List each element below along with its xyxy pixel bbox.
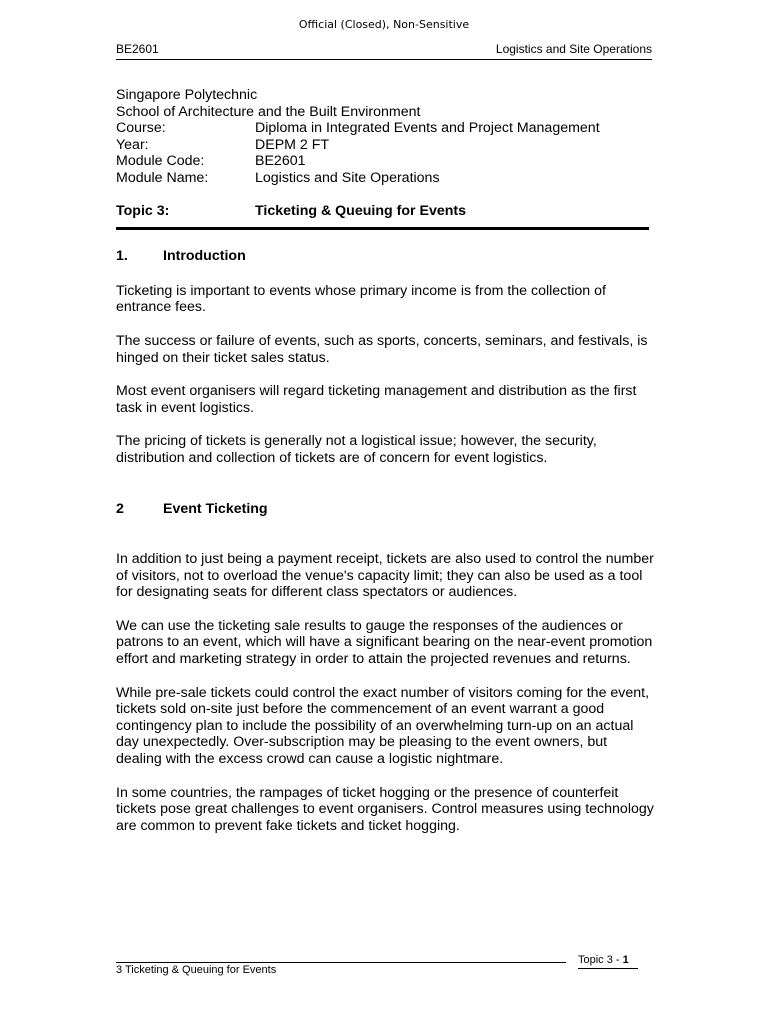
header-module-code: BE2601 bbox=[116, 42, 159, 56]
paragraph: The pricing of tickets is generally not a logistical issue; however, the security, distribution and collection of tickets are of concern for event logistics. bbox=[116, 433, 597, 466]
paragraph: Ticketing is important to events whose primary income is from the collection of entrance fees. bbox=[116, 282, 606, 316]
topic-heading bbox=[116, 203, 656, 220]
meta-value: BE2601 bbox=[255, 153, 306, 170]
meta-row-module-name bbox=[116, 170, 656, 187]
document-body bbox=[116, 87, 656, 834]
meta-label: Year: bbox=[116, 136, 149, 153]
section-heading-event-ticketing bbox=[116, 501, 656, 518]
footer-page-number bbox=[578, 954, 638, 969]
paragraph: In addition to just being a payment receipt, tickets are also used to control the number of visitors, not to overload the venue's capacity limit; they can also be used as a tool for designating seats for different class spectators or audiences. bbox=[116, 551, 654, 601]
classification-label: Official (Closed), Non-Sensitive bbox=[298, 18, 470, 31]
section-number: 2 bbox=[116, 500, 124, 517]
meta-row-module-code bbox=[116, 153, 656, 170]
school-name: School of Architecture and the Built Environment bbox=[116, 103, 421, 120]
page-prefix: Topic 3 - bbox=[578, 954, 623, 966]
meta-label: Module Name: bbox=[116, 169, 209, 186]
paragraph: The success or failure of events, such as sports, concerts, seminars, and festivals, is hinged on their ticket sales status. bbox=[116, 332, 648, 366]
section-heading-introduction bbox=[116, 248, 656, 265]
section-title: Introduction bbox=[163, 248, 246, 265]
paragraph: While pre-sale tickets could control the exact number of visitors coming for the event, tickets sold on-site just before the commencement of an event warrant a good contingency plan to include the possibility of an overwhelming turn-up on an actual day unexpectedly. Over-subscription may be pleasing to the event owners, but dealing with the excess crowd can cause a logistic nightmare. bbox=[116, 684, 650, 768]
heading-divider bbox=[116, 227, 649, 230]
paragraph: Most event organisers will regard ticketing management and distribution as the first task in event logistics. bbox=[116, 383, 637, 416]
paragraph: In some countries, the rampages of ticket hogging or the presence of counterfeit tickets pose great challenges to event organisers. Control measures using technology are common to prevent fake tickets and ticket hogging. bbox=[116, 784, 654, 834]
meta-row-year bbox=[116, 137, 656, 154]
page-number: 1 bbox=[622, 954, 629, 966]
meta-value: Logistics and Site Operations bbox=[255, 169, 440, 186]
meta-label: Course: bbox=[116, 120, 166, 137]
meta-label: Module Code: bbox=[116, 153, 205, 170]
meta-row-course bbox=[116, 120, 656, 137]
paragraph: We can use the ticketing sale results to gauge the responses of the audiences or patrons to an event, which will have a significant bearing on the near-event promotion effort and marketing strategy in order to attain the projected revenues and returns. bbox=[116, 617, 653, 668]
institution-name: Singapore Polytechnic bbox=[116, 87, 258, 103]
topic-title: Ticketing & Queuing for Events bbox=[255, 202, 467, 219]
meta-value: Diploma in Integrated Events and Project Management bbox=[255, 120, 600, 137]
meta-value: DEPM 2 FT bbox=[255, 136, 330, 153]
running-header bbox=[116, 42, 652, 60]
topic-label: Topic 3: bbox=[116, 202, 170, 219]
footer-title: 3 Ticketing & Queuing for Events bbox=[116, 962, 566, 976]
header-module-name: Logistics and Site Operations bbox=[495, 42, 652, 56]
section-title: Event Ticketing bbox=[163, 500, 268, 517]
section-number: 1. bbox=[116, 248, 128, 265]
